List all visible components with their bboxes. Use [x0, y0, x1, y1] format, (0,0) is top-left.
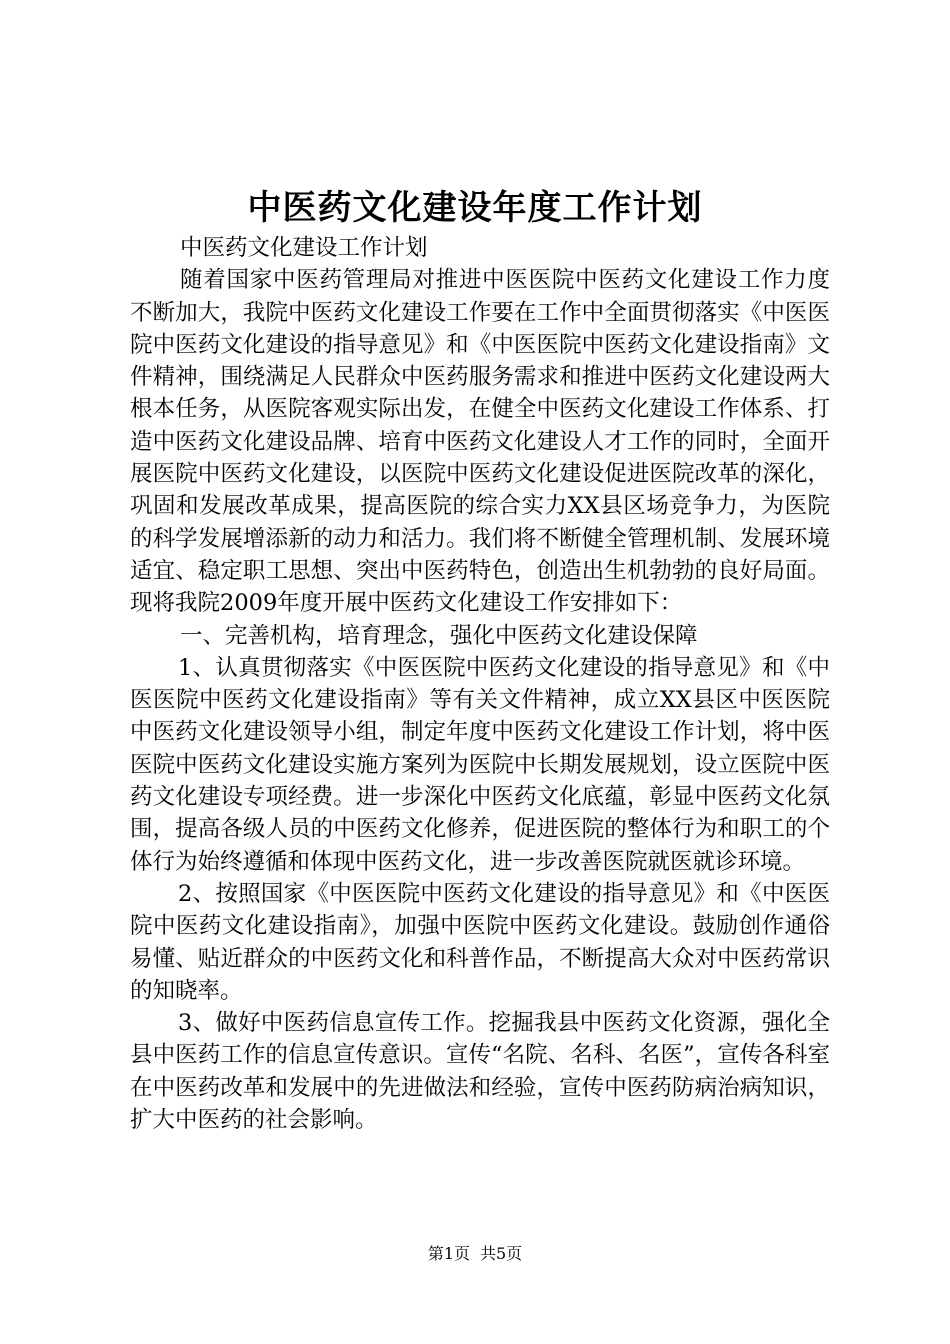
document-body [130, 232, 830, 1136]
item-2-paragraph: 2、按照国家《中医医院中医药文化建设的指导意见》和《中医医院中医药文化建设指南》，加强中医院中医药文化建设。鼓励创作通俗易懂、贴近群众的中医药文化和科普作品，不断提高大众对中医药常识的知晓率。 [130, 880, 830, 1004]
item-1-paragraph: 1、认真贯彻落实《中医医院中医药文化建设的指导意见》和《中医医院中医药文化建设指南》等有关文件精神，成立XX县区中医医院中医药文化建设领导小组，制定年度中医药文化建设工作计划，将中医医院中医药文化建设实施方案列为医院中长期发展规划，设立医院中医药文化建设专项经费。进一步深化中医药文化底蕴，彰显中医药文化氛围，提高各级人员的中医药文化修养，促进医院的整体行为和职工的个体行为始终遵循和体现中医药文化，进一步改善医院就医就诊环境。 [130, 654, 830, 875]
document-title: 中医药文化建设年度工作计划 [247, 188, 703, 228]
item-3-paragraph: 3、做好中医药信息宣传工作。挖掘我县中医药文化资源，强化全县中医药工作的信息宣传意识。宣传“名院、名科、名医”，宣传各科室在中医药改革和发展中的先进做法和经验，宣传中医药防病治病知识，扩大中医药的社会影响。 [130, 1010, 830, 1134]
subtitle-paragraph: 中医药文化建设工作计划 [180, 235, 428, 261]
page-footer [0, 1243, 950, 1265]
page-total: 共5页 [480, 1244, 523, 1263]
page-number: 第1页 [427, 1244, 470, 1263]
intro-paragraph: 随着国家中医药管理局对推进中医医院中医药文化建设工作力度不断加大，我院中医药文化建设工作要在工作中全面贯彻落实《中医医院中医药文化建设的指导意见》和《中医医院中医药文化建设指南》文件精神，围绕满足人民群众中医药服务需求和推进中医药文化建设两大根本任务，从医院客观实际出发，在健全中医药文化建设工作体系、打造中医药文化建设品牌、培育中医药文化建设人才工作的同时，全面开展医院中医药文化建设，以医院中医药文化建设促进医院改革的深化，巩固和发展改革成果，提高医院的综合实力XX县区场竞争力，为医院的科学发展增添新的动力和活力。我们将不断健全管理机制、发展环境适宜、稳定职工思想、突出中医药特色，创造出生机勃勃的良好局面。现将我院2009年度开展中医药文化建设工作安排如下： [130, 267, 830, 617]
section-heading: 一、完善机构，培育理念，强化中医药文化建设保障 [180, 622, 698, 649]
